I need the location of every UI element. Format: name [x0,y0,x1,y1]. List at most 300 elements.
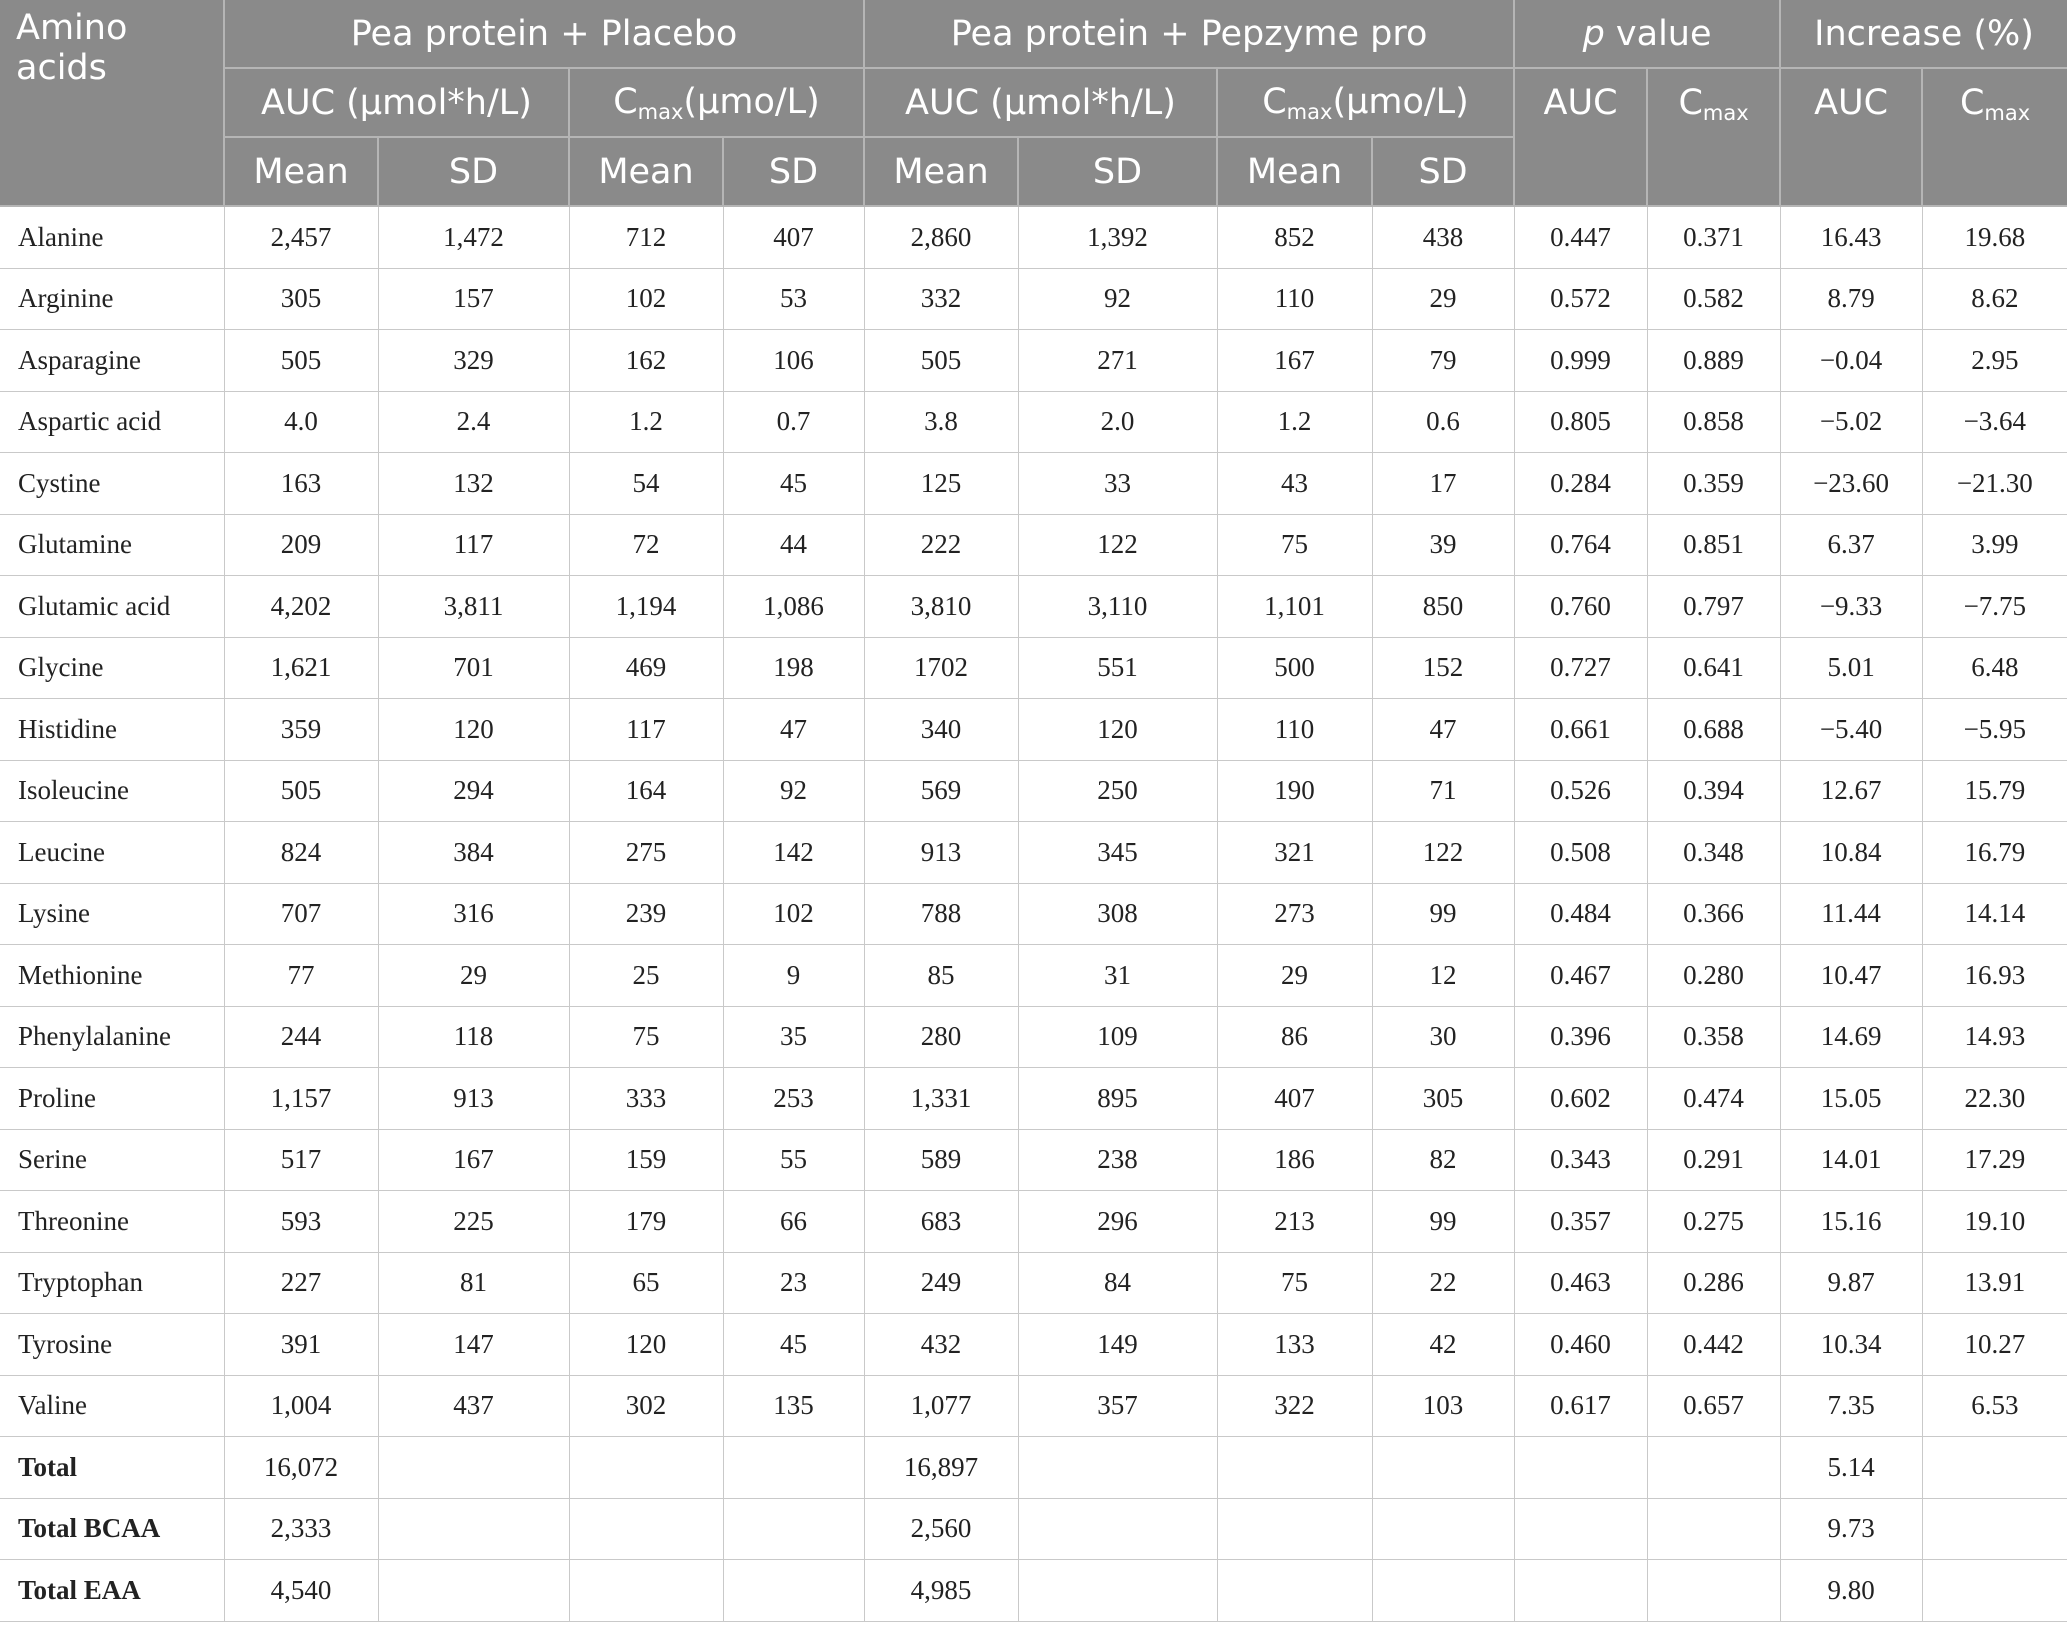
amino-acid-name: Glutamine [0,514,224,576]
table-cell: 167 [1217,330,1372,392]
table-cell: 302 [569,1375,723,1437]
header-sd: SD [378,137,569,206]
table-cell: 0.467 [1514,945,1647,1007]
header-placebo-group: Pea protein + Placebo [224,0,864,68]
table-cell: 0.343 [1514,1129,1647,1191]
table-cell [723,1560,864,1622]
table-cell: 135 [723,1375,864,1437]
table-cell: 895 [1018,1068,1217,1130]
table-cell [569,1560,723,1622]
table-cell: 701 [378,637,569,699]
table-cell: 332 [864,268,1018,330]
table-cell: 44 [723,514,864,576]
amino-acid-name: Total [0,1437,224,1499]
table-cell: 92 [723,760,864,822]
table-row [0,1006,2067,1068]
table-cell: 19.10 [1922,1191,2067,1253]
table-cell: 3.99 [1922,514,2067,576]
table-cell: 0.760 [1514,576,1647,638]
table-cell: 53 [723,268,864,330]
table-cell: 0.286 [1647,1252,1780,1314]
header-sd: SD [1018,137,1217,206]
header-mean: Mean [569,137,723,206]
table-cell: 0.280 [1647,945,1780,1007]
table-cell: 432 [864,1314,1018,1376]
header-placebo-cmax [569,68,864,137]
table-cell: 110 [1217,268,1372,330]
table-row [0,945,2067,1007]
table-cell: 81 [378,1252,569,1314]
header-mean: Mean [224,137,378,206]
table-cell: 92 [1018,268,1217,330]
table-cell: 75 [1217,1252,1372,1314]
table-cell [1922,1498,2067,1560]
table-cell: 253 [723,1068,864,1130]
table-cell: 333 [569,1068,723,1130]
table-cell: 0.602 [1514,1068,1647,1130]
cmax-c: C [613,81,638,122]
table-cell: 321 [1217,822,1372,884]
table-cell: 273 [1217,883,1372,945]
table-cell: 850 [1372,576,1514,638]
amino-acid-name: Proline [0,1068,224,1130]
table-cell: 1,004 [224,1375,378,1437]
table-cell: 271 [1018,330,1217,392]
table-row [0,1314,2067,1376]
table-cell: 296 [1018,1191,1217,1253]
cmax-c: C [1959,83,1985,123]
table-cell: 391 [224,1314,378,1376]
table-row [0,206,2067,268]
table-cell: 109 [1018,1006,1217,1068]
table-cell: 227 [224,1252,378,1314]
amino-acid-name: Tyrosine [0,1314,224,1376]
header-mean: Mean [1217,137,1372,206]
table-cell: 66 [723,1191,864,1253]
header-increase-cmax [1922,68,2067,206]
header-pepzyme-cmax [1217,68,1514,137]
table-row [0,883,2067,945]
table-cell: 345 [1018,822,1217,884]
table-cell: −9.33 [1780,576,1922,638]
table-cell: 1,077 [864,1375,1018,1437]
table-cell: 8.62 [1922,268,2067,330]
table-cell: −0.04 [1780,330,1922,392]
table-cell [1647,1498,1780,1560]
table-cell [1217,1498,1372,1560]
table-cell: 517 [224,1129,378,1191]
table-cell: 213 [1217,1191,1372,1253]
table-cell [723,1498,864,1560]
total-row [0,1560,2067,1622]
table-cell: 305 [1372,1068,1514,1130]
table-row [0,760,2067,822]
table-cell: 0.442 [1647,1314,1780,1376]
table-cell: 712 [569,206,723,268]
table-cell: 149 [1018,1314,1217,1376]
table-cell: 117 [378,514,569,576]
table-cell [1018,1437,1217,1499]
table-cell: 103 [1372,1375,1514,1437]
table-cell: 8.79 [1780,268,1922,330]
table-cell: 357 [1018,1375,1217,1437]
table-cell: 329 [378,330,569,392]
table-cell: 0.764 [1514,514,1647,576]
table-cell: 1,621 [224,637,378,699]
table-cell: −7.75 [1922,576,2067,638]
table-cell: 39 [1372,514,1514,576]
table-cell: 359 [224,699,378,761]
cmax-sub: max [1286,99,1333,124]
header-p-cmax [1647,68,1780,206]
table-cell: 99 [1372,883,1514,945]
table-cell: 0.657 [1647,1375,1780,1437]
table-cell: 6.48 [1922,637,2067,699]
table-cell: 29 [1372,268,1514,330]
table-row [0,699,2067,761]
table-cell: 294 [378,760,569,822]
table-cell: 0.447 [1514,206,1647,268]
table-cell: 0.617 [1514,1375,1647,1437]
table-cell: 13.91 [1922,1252,2067,1314]
table-cell: 15.05 [1780,1068,1922,1130]
amino-acid-name: Serine [0,1129,224,1191]
table-cell: 239 [569,883,723,945]
table-cell: 16.79 [1922,822,2067,884]
table-cell: 4.0 [224,391,378,453]
table-cell: 120 [378,699,569,761]
table-cell: 589 [864,1129,1018,1191]
table-cell: 14.01 [1780,1129,1922,1191]
table-cell: 132 [378,453,569,515]
table-cell: 250 [1018,760,1217,822]
cmax-sub: max [1984,101,2031,125]
table-cell: 122 [1372,822,1514,884]
table-cell: 190 [1217,760,1372,822]
table-cell: 16,072 [224,1437,378,1499]
table-cell: 45 [723,453,864,515]
table-cell: 29 [378,945,569,1007]
table-cell: 407 [723,206,864,268]
table-cell: 86 [1217,1006,1372,1068]
table-cell: 15.79 [1922,760,2067,822]
table-cell: 0.394 [1647,760,1780,822]
table-cell: 5.14 [1780,1437,1922,1499]
table-cell: 1702 [864,637,1018,699]
amino-acid-name: Arginine [0,268,224,330]
table-cell [1514,1560,1647,1622]
table-cell: 1,392 [1018,206,1217,268]
amino-acid-name: Histidine [0,699,224,761]
table-cell: 913 [378,1068,569,1130]
table-cell: 9 [723,945,864,1007]
table-cell: 384 [378,822,569,884]
table-cell: 0.463 [1514,1252,1647,1314]
header-p-value-text: value [1604,13,1712,54]
table-cell: 852 [1217,206,1372,268]
table-cell: 0.357 [1514,1191,1647,1253]
table-cell: 99 [1372,1191,1514,1253]
table-cell: 2,560 [864,1498,1018,1560]
table-cell: 2.4 [378,391,569,453]
table-cell [1647,1560,1780,1622]
header-p-value [1514,0,1780,68]
table-row [0,1375,2067,1437]
table-cell: −23.60 [1780,453,1922,515]
table-cell: 0.484 [1514,883,1647,945]
table-cell: 0.858 [1647,391,1780,453]
total-row [0,1498,2067,1560]
table-cell: 55 [723,1129,864,1191]
table-cell: 0.6 [1372,391,1514,453]
table-cell: 280 [864,1006,1018,1068]
table-cell: 316 [378,883,569,945]
header-mean: Mean [864,137,1018,206]
table-cell: 133 [1217,1314,1372,1376]
total-row [0,1437,2067,1499]
table-row [0,637,2067,699]
table-cell [378,1498,569,1560]
table-cell: 551 [1018,637,1217,699]
table-cell: 913 [864,822,1018,884]
table-cell: 505 [864,330,1018,392]
amino-acid-name: Leucine [0,822,224,884]
amino-acid-name: Cystine [0,453,224,515]
table-cell: 1.2 [1217,391,1372,453]
table-cell: 84 [1018,1252,1217,1314]
table-cell: 0.688 [1647,699,1780,761]
cmax-c: C [1262,81,1287,122]
table-cell: 5.01 [1780,637,1922,699]
table-cell: 505 [224,330,378,392]
table-cell: 569 [864,760,1018,822]
table-cell: 82 [1372,1129,1514,1191]
table-cell: 2.0 [1018,391,1217,453]
table-row [0,1252,2067,1314]
table-cell: 16.43 [1780,206,1922,268]
table-cell: 0.396 [1514,1006,1647,1068]
header-pepzyme-group: Pea protein + Pepzyme pro [864,0,1514,68]
table-cell: 14.14 [1922,883,2067,945]
table-cell: 125 [864,453,1018,515]
header-increase-auc: AUC [1780,68,1922,206]
table-cell: 322 [1217,1375,1372,1437]
table-cell: 9.80 [1780,1560,1922,1622]
table-cell: 30 [1372,1006,1514,1068]
table-cell: −5.40 [1780,699,1922,761]
table-row [0,576,2067,638]
table-cell: 47 [1372,699,1514,761]
table-cell: 15.16 [1780,1191,1922,1253]
table-cell: 25 [569,945,723,1007]
cmax-sub: max [1702,101,1749,125]
table-row [0,1068,2067,1130]
table-cell: 6.37 [1780,514,1922,576]
table-cell: 683 [864,1191,1018,1253]
table-cell: 10.47 [1780,945,1922,1007]
table-cell: 249 [864,1252,1018,1314]
table-cell: 23 [723,1252,864,1314]
table-row [0,514,2067,576]
table-cell: 6.53 [1922,1375,2067,1437]
amino-acid-name: Glutamic acid [0,576,224,638]
cmax-unit: (μmo/L) [683,81,820,122]
table-row [0,1191,2067,1253]
table-cell: 122 [1018,514,1217,576]
table-cell: 164 [569,760,723,822]
table-cell: 308 [1018,883,1217,945]
amino-acid-name: Glycine [0,637,224,699]
table-cell: 16.93 [1922,945,2067,1007]
table-cell: 47 [723,699,864,761]
table-cell: 77 [224,945,378,1007]
table-cell: 163 [224,453,378,515]
table-cell [1217,1560,1372,1622]
table-row [0,453,2067,515]
table-cell: 102 [569,268,723,330]
cmax-c: C [1678,83,1703,123]
amino-acid-name: Aspartic acid [0,391,224,453]
table-cell: 0.572 [1514,268,1647,330]
header-increase: Increase (%) [1780,0,2067,68]
table-cell: 167 [378,1129,569,1191]
table-row [0,268,2067,330]
table-cell: 9.73 [1780,1498,1922,1560]
table-cell: 71 [1372,760,1514,822]
table-cell: 0.275 [1647,1191,1780,1253]
table-cell: 3,811 [378,576,569,638]
header-amino-acids: Amino acids [0,0,224,206]
table-cell: 0.641 [1647,637,1780,699]
table-cell: 3,810 [864,576,1018,638]
table-cell: 469 [569,637,723,699]
table-cell [1018,1498,1217,1560]
table-cell: 198 [723,637,864,699]
table-cell: 22 [1372,1252,1514,1314]
table-cell: 152 [1372,637,1514,699]
table-cell [569,1437,723,1499]
table-cell: 162 [569,330,723,392]
table-cell: 110 [1217,699,1372,761]
table-cell: −21.30 [1922,453,2067,515]
table-cell: 0.661 [1514,699,1647,761]
table-row [0,1129,2067,1191]
amino-acid-name: Total BCAA [0,1498,224,1560]
table-cell: 29 [1217,945,1372,1007]
table-cell: 407 [1217,1068,1372,1130]
table-cell: 275 [569,822,723,884]
table-cell: 186 [1217,1129,1372,1191]
table-cell: 106 [723,330,864,392]
table-cell: 824 [224,822,378,884]
table-cell: 85 [864,945,1018,1007]
table-cell [378,1560,569,1622]
amino-acid-name: Threonine [0,1191,224,1253]
table-cell [1018,1560,1217,1622]
amino-acid-name: Total EAA [0,1560,224,1622]
table-cell: 2,333 [224,1498,378,1560]
table-cell: 31 [1018,945,1217,1007]
table-cell: 305 [224,268,378,330]
table-row [0,330,2067,392]
table-cell: 120 [1018,699,1217,761]
table-row [0,391,2067,453]
table-cell: 0.7 [723,391,864,453]
amino-acid-name: Lysine [0,883,224,945]
table-cell [1647,1437,1780,1499]
table-cell: 157 [378,268,569,330]
table-cell: −5.95 [1922,699,2067,761]
header-p-auc: AUC [1514,68,1647,206]
table-cell: 0.727 [1514,637,1647,699]
amino-acid-name: Alanine [0,206,224,268]
table-cell [1372,1498,1514,1560]
amino-acid-name: Phenylalanine [0,1006,224,1068]
table-cell: 3,110 [1018,576,1217,638]
table-cell: 19.68 [1922,206,2067,268]
table-cell: 22.30 [1922,1068,2067,1130]
table-cell: 118 [378,1006,569,1068]
table-cell: 14.93 [1922,1006,2067,1068]
table-cell [1514,1437,1647,1499]
table-cell: −5.02 [1780,391,1922,453]
table-cell: 0.366 [1647,883,1780,945]
table-cell: 0.582 [1647,268,1780,330]
table-cell: 0.371 [1647,206,1780,268]
table-cell: 75 [569,1006,723,1068]
table-cell: 1,101 [1217,576,1372,638]
table-cell: 0.889 [1647,330,1780,392]
table-cell: 42 [1372,1314,1514,1376]
table-cell: 65 [569,1252,723,1314]
table-cell: 500 [1217,637,1372,699]
table-cell: 45 [723,1314,864,1376]
table-cell: −3.64 [1922,391,2067,453]
table-cell: 35 [723,1006,864,1068]
table-row [0,822,2067,884]
table-cell: 159 [569,1129,723,1191]
header-placebo-auc: AUC (μmol*h/L) [224,68,569,137]
table-header [0,0,2067,206]
table-cell: 16,897 [864,1437,1018,1499]
table-cell: 209 [224,514,378,576]
table-cell: 33 [1018,453,1217,515]
table-cell [378,1437,569,1499]
table-cell [1922,1560,2067,1622]
table-cell: 79 [1372,330,1514,392]
table-cell: 1,086 [723,576,864,638]
table-cell: 10.27 [1922,1314,2067,1376]
table-cell: 4,202 [224,576,378,638]
header-sd: SD [1372,137,1514,206]
table-cell: 14.69 [1780,1006,1922,1068]
table-cell: 11.44 [1780,883,1922,945]
table-cell: 2.95 [1922,330,2067,392]
table-cell: 2,457 [224,206,378,268]
table-cell: 75 [1217,514,1372,576]
cmax-unit: (μmo/L) [1332,81,1469,122]
table-cell [723,1437,864,1499]
amino-acid-name: Asparagine [0,330,224,392]
table-cell: 438 [1372,206,1514,268]
table-cell: 10.84 [1780,822,1922,884]
table-cell: 0.508 [1514,822,1647,884]
header-p-letter: p [1582,13,1605,54]
table-cell: 238 [1018,1129,1217,1191]
table-cell: 3.8 [864,391,1018,453]
table-cell: 225 [378,1191,569,1253]
amino-acid-name: Isoleucine [0,760,224,822]
